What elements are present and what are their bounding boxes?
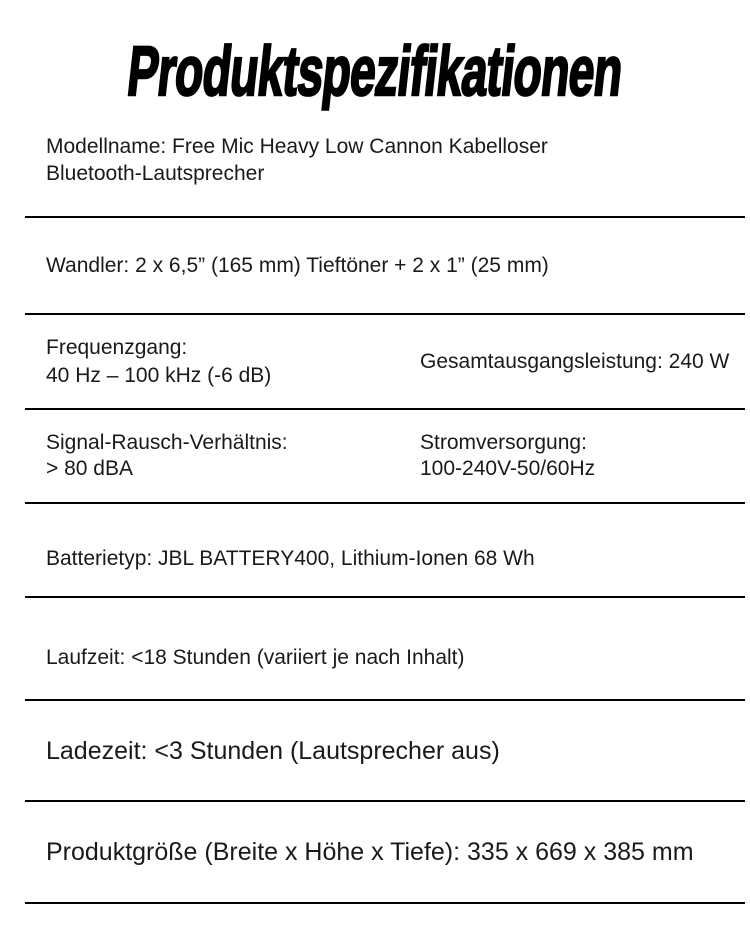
spec-row-produktgroesse xyxy=(25,802,745,904)
spec-row-signal-rausch xyxy=(25,410,745,504)
signal-rausch-label: Signal-Rausch-Verhältnis: xyxy=(46,431,288,454)
spec-row-ladezeit xyxy=(25,701,745,802)
modellname-line-1: Modellname: Free Mic Heavy Low Cannon Kabelloser xyxy=(46,135,548,158)
page-title-text: Produktspezifikationen xyxy=(123,32,627,110)
frequenzgang-value: 40 Hz – 100 kHz (-6 dB) xyxy=(46,363,272,387)
laufzeit-value: Laufzeit: <18 Stunden (variiert je nach Inhalt) xyxy=(46,646,465,669)
spec-row-wandler xyxy=(25,218,745,315)
frequenzgang-label: Frequenzgang: xyxy=(46,335,188,359)
page-title xyxy=(0,32,750,110)
produktgroesse-value: Produktgröße (Breite x Höhe x Tiefe): 335 x 669 x 385 mm xyxy=(46,838,694,866)
stromversorgung-cell xyxy=(420,430,595,482)
wandler-value: Wandler: 2 x 6,5” (165 mm) Tieftöner + 2 x 1” (25 mm) xyxy=(46,253,549,277)
gesamtausgangsleistung-value: Gesamtausgangsleistung: 240 W xyxy=(420,349,730,373)
spec-row-batterietyp xyxy=(25,504,745,598)
spec-table xyxy=(25,120,745,904)
batterietyp-value: Batterietyp: JBL BATTERY400, Lithium-Ionen 68 Wh xyxy=(46,547,535,570)
spec-row-laufzeit xyxy=(25,598,745,701)
spec-row-modellname xyxy=(25,120,745,218)
ladezeit-value: Ladezeit: <3 Stunden (Lautsprecher aus) xyxy=(46,736,500,765)
spec-row-frequenzgang xyxy=(25,315,745,410)
signal-rausch-value: > 80 dBA xyxy=(46,457,133,480)
stromversorgung-label: Stromversorgung: xyxy=(420,431,587,454)
stromversorgung-value: 100-240V-50/60Hz xyxy=(420,457,596,480)
modellname-line-2: Bluetooth-Lautsprecher xyxy=(46,162,265,185)
